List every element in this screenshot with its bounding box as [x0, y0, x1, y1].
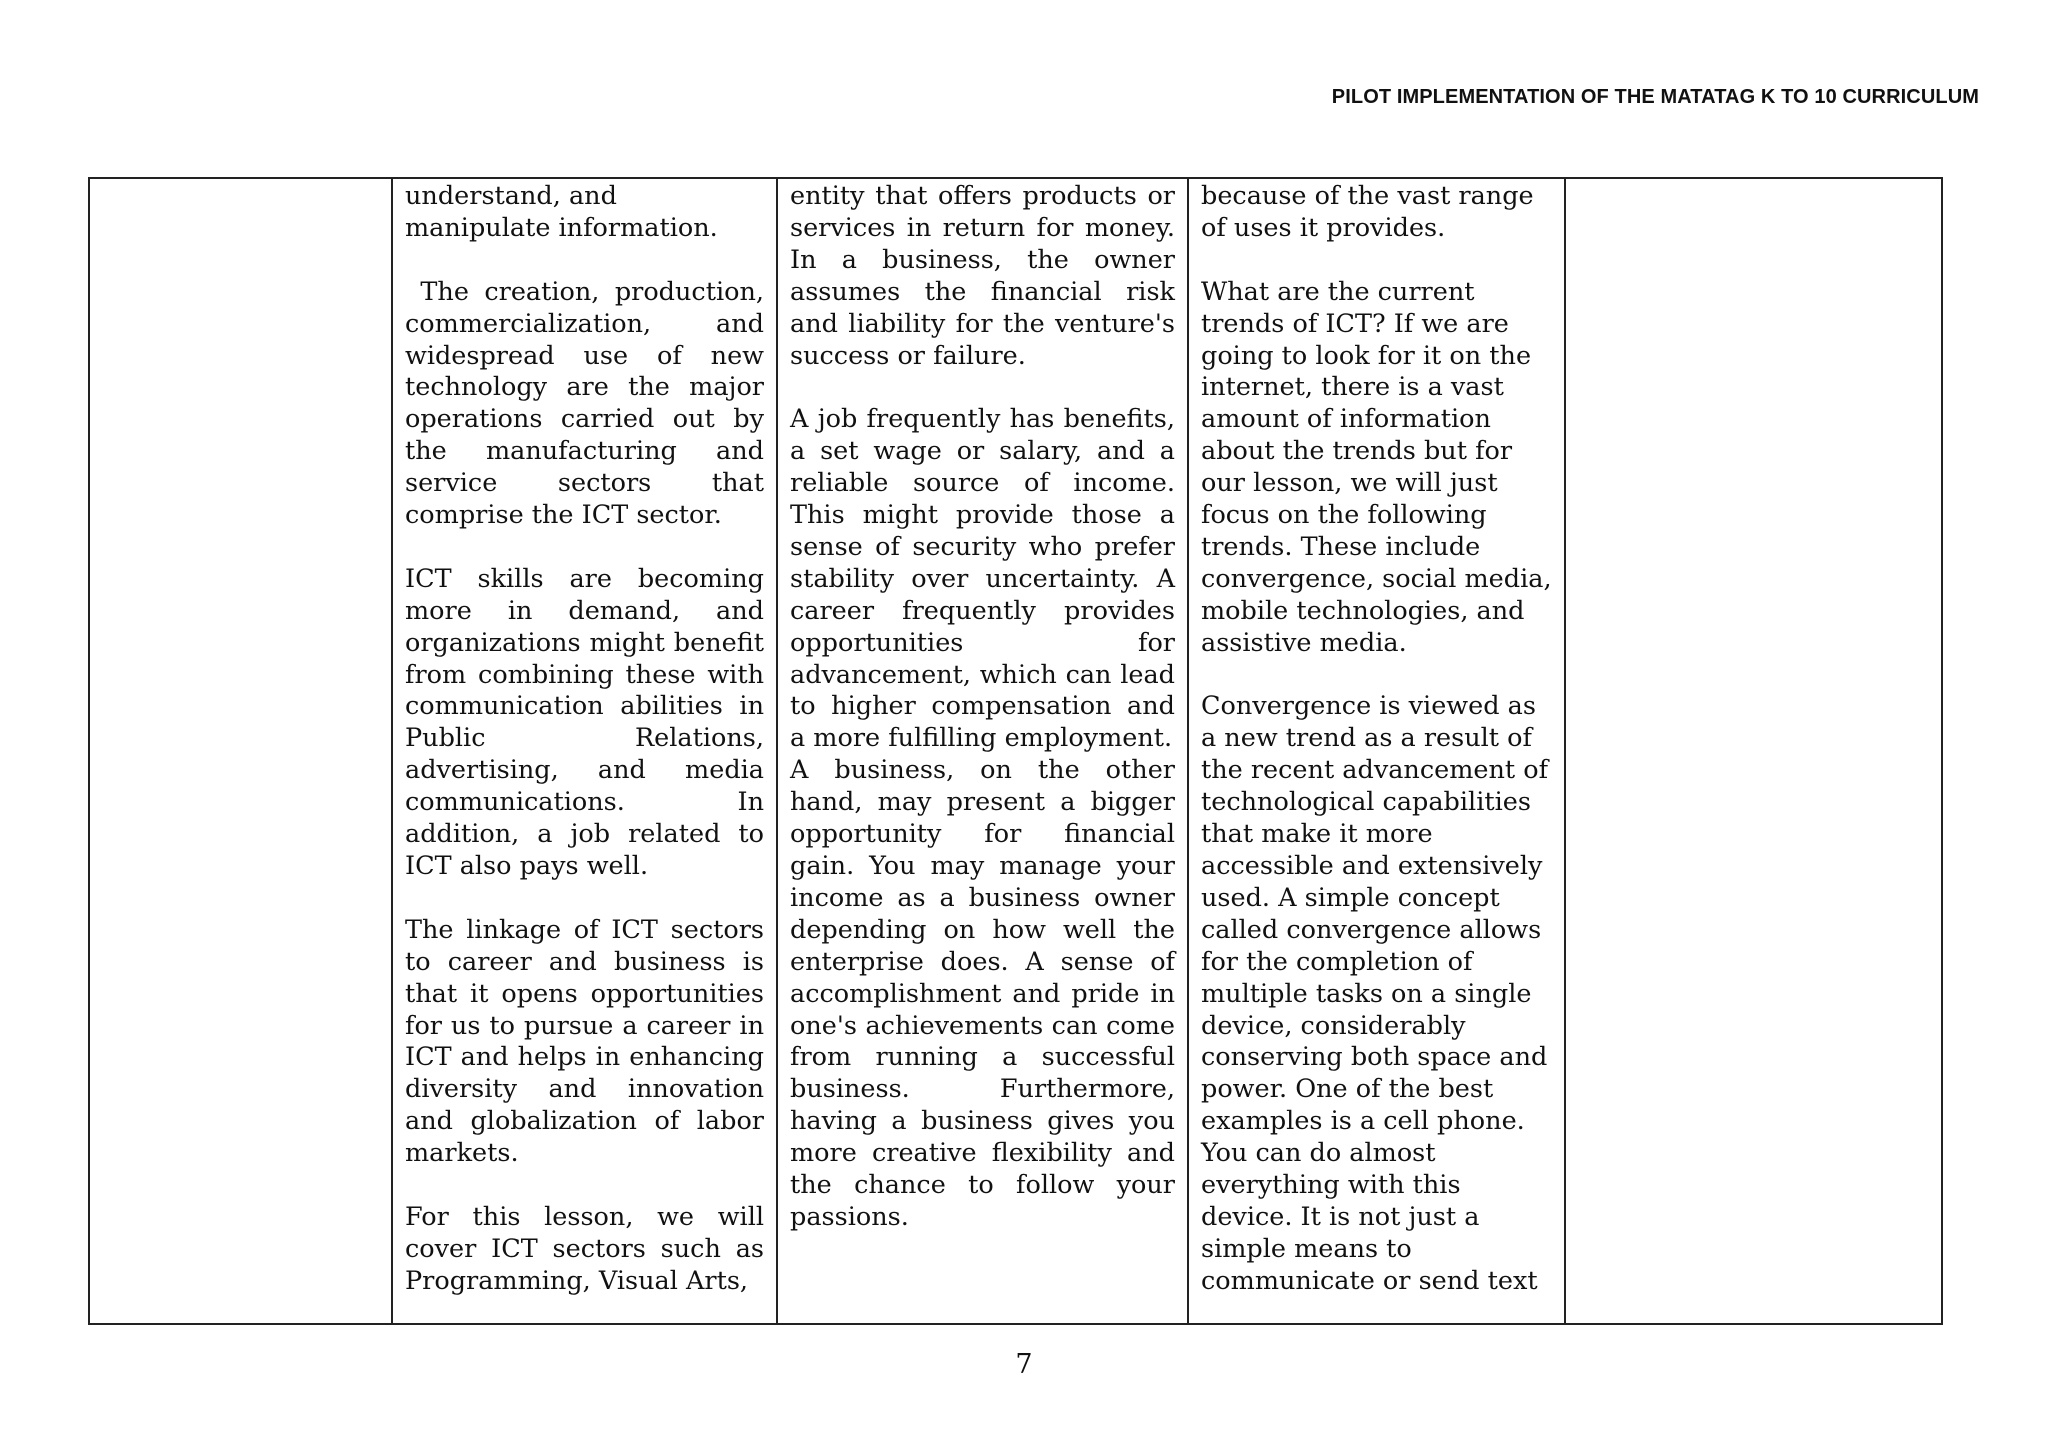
cell-content [1189, 179, 1564, 1298]
page-header-title: PILOT IMPLEMENTATION OF THE MATATAG K TO 10 CURRICULUM [1331, 86, 1979, 108]
paragraph: A job frequently has benefits, a set wage or salary, and a reliable source of income. This might provide those a sense of security who prefer stability over uncertainty. A career frequently provides opportunities for advancement, which can lead to higher compensation and a more fulfilling employment. [790, 404, 1175, 754]
cell-content [778, 179, 1187, 1234]
table-row [89, 178, 1942, 1324]
paragraph: A business, on the other hand, may present a bigger opportunity for financial gain. You may manage your income as a business owner depending on how well the enterprise does. A sense of accomplishment and pride in one's achievements can come from running a successful business. Furthermore, having a business gives you more creative flexibility and the chance to follow your passions. [790, 755, 1175, 1232]
cell-content [393, 179, 776, 1298]
cell-content [90, 179, 391, 181]
cell-content [1566, 179, 1941, 181]
paragraph: understand, and manipulate information. [405, 181, 718, 243]
paragraph: Convergence is viewed as a new trend as a result of the recent advancement of technological capabilities that make it more accessible and extensively used. A simple concept called convergence allows for the completion of multiple tasks on a single device, considerably conserving both space and power. One of the best examples is a cell phone. You can do almost everything with this device. It is not just a simple means to communicate or send text [1201, 691, 1549, 1296]
paragraph: The linkage of ICT sectors to career and business is that it opens opportunities for us to pursue a career in ICT and helps in enhancing diversity and innovation and globalization of labor markets. [405, 914, 764, 1169]
table-cell-ict-trends [1188, 178, 1565, 1324]
paragraph: entity that offers products or services in return for money. In a business, the owner assumes the financial risk and liability for the venture's success or failure. [790, 181, 1175, 371]
table-cell-empty-right [1565, 178, 1942, 1324]
table-cell-career-business [777, 178, 1188, 1324]
paragraph: ICT skills are becoming more in demand, and organizations might benefit from combining these with communication abilities in Public Relations, advertising, and media communications. In addition, a job related to ICT also pays well. [405, 563, 764, 881]
paragraph: What are the current trends of ICT? If we are going to look for it on the internet, there is a vast amount of information about the trends but for our lesson, we will just focus on the following trends. These include convergence, social media, mobile technologies, and assistive media. [1201, 276, 1552, 658]
paragraph: The creation, production, commercialization, and widespread use of new technology are the major operations carried out by the manufacturing and service sectors that comprise the ICT sector. [405, 276, 773, 531]
paragraph: because of the vast range of uses it provides. [1201, 181, 1534, 243]
paragraph: For this lesson, we will cover ICT sectors such as Programming, Visual Arts, [405, 1201, 764, 1296]
table-cell-ict-sectors [392, 178, 777, 1324]
table-cell-empty-left [89, 178, 392, 1324]
page-number: 7 [1015, 1349, 1033, 1380]
lesson-content-table [88, 177, 1943, 1325]
